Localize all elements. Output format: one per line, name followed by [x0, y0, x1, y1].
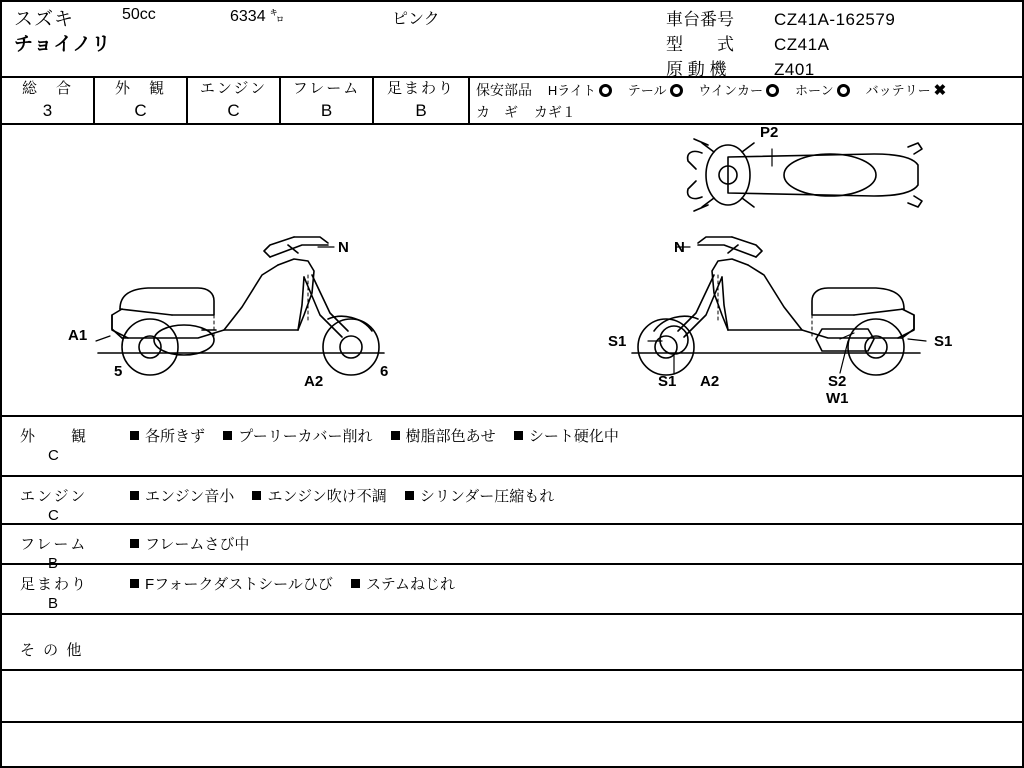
bullet-square-icon — [223, 431, 232, 440]
condition-grade-suspension: B — [48, 595, 59, 612]
condition-items-suspension — [130, 573, 1014, 594]
bullet-square-icon — [130, 431, 139, 440]
condition-items-frame — [130, 533, 1014, 554]
equipment-title: 保安部品 — [476, 82, 532, 98]
left-side-view-drawing — [98, 237, 384, 375]
condition-label-suspension: 足まわり — [20, 576, 89, 593]
condition-label-engine: エンジン — [20, 488, 88, 505]
engine-label: 原 動 機 — [666, 60, 727, 79]
model-name: チョイノリ — [14, 34, 112, 55]
type-value: CZ41A — [774, 35, 830, 54]
equipment-horn — [795, 80, 850, 99]
condition-grade-exterior: C — [48, 447, 59, 464]
equipment-winker — [698, 80, 779, 99]
diagram-label-s2: S2 — [828, 373, 847, 390]
bullet-square-icon — [351, 579, 360, 588]
condition-item-text: シリンダー圧縮もれ — [419, 488, 555, 505]
displacement: 50cc — [122, 6, 156, 23]
bullet-square-icon — [130, 491, 139, 500]
grade-value-frame: B — [320, 101, 333, 120]
diagram-label-n-right: N — [674, 239, 685, 256]
condition-label-frame: フレーム — [20, 536, 88, 553]
equipment-tail-label: テール — [627, 83, 667, 98]
condition-item-text: Fフォークダストシールひび — [145, 576, 333, 593]
type-label: 型 式 — [666, 35, 734, 54]
grade-cell-engine — [188, 78, 281, 123]
chassis-number-row — [666, 5, 1022, 30]
diagram-label-w1: W1 — [826, 390, 849, 407]
condition-item-text: ステムねじれ — [366, 576, 455, 593]
diagram-label-s1-bottom: S1 — [658, 373, 677, 390]
equipment-block — [470, 78, 1022, 123]
circle-icon-headlight — [599, 84, 612, 97]
mileage-unit: ㌔ — [270, 8, 285, 24]
equipment-headlight — [548, 80, 612, 99]
blank-row — [2, 671, 1022, 723]
circle-icon-tail — [670, 84, 683, 97]
condition-item — [130, 533, 249, 554]
grade-cell-exterior — [95, 78, 188, 123]
bike-diagrams-svg — [2, 125, 1022, 414]
condition-label-exterior: 外 観 — [20, 428, 89, 445]
cross-icon-battery: ✖ — [933, 82, 947, 99]
condition-row-exterior — [2, 417, 1022, 477]
condition-item — [223, 425, 372, 446]
condition-item — [130, 425, 205, 446]
equipment-headlight-label: Hライト — [547, 83, 596, 98]
bullet-square-icon — [391, 431, 400, 440]
engine-row — [666, 55, 1022, 80]
equipment-row-bottom — [476, 102, 588, 122]
right-side-view-drawing — [632, 237, 920, 375]
condition-item — [514, 425, 619, 446]
chassis-number-label: 車台番号 — [666, 10, 734, 29]
header-left — [2, 2, 662, 76]
bullet-square-icon — [405, 491, 414, 500]
diagram-area — [2, 125, 1022, 417]
engine-value: Z401 — [774, 60, 815, 79]
header — [2, 2, 1022, 78]
grade-value-engine: C — [227, 101, 240, 120]
maker-name: スズキ — [14, 9, 75, 30]
equipment-battery-label: バッテリー — [865, 83, 931, 98]
condition-row-frame — [2, 525, 1022, 572]
bullet-square-icon — [130, 539, 139, 548]
diagram-label-p2: P2 — [760, 125, 779, 141]
diagram-label-s1-left: S1 — [608, 333, 627, 350]
grade-value-total: 3 — [42, 101, 53, 120]
condition-item — [405, 485, 554, 506]
condition-grade-frame: B — [48, 555, 59, 572]
header-right — [666, 2, 1022, 79]
condition-item — [391, 425, 496, 446]
condition-row-suspension — [2, 565, 1022, 615]
condition-item — [351, 573, 455, 594]
grade-cell-suspension — [374, 78, 470, 123]
condition-item — [130, 485, 234, 506]
circle-icon-winker — [766, 84, 779, 97]
key-label: カ ギ — [476, 104, 518, 120]
condition-items-engine — [130, 485, 1014, 506]
grade-label-engine: エンジン — [199, 80, 268, 97]
diagram-label-s1-right: S1 — [934, 333, 953, 350]
grade-value-suspension: B — [415, 101, 427, 120]
bullet-square-icon — [130, 579, 139, 588]
body-color: ピンク — [392, 11, 440, 28]
grade-label-exterior: 外 観 — [114, 80, 166, 97]
grade-label-suspension: 足まわり — [386, 80, 455, 97]
circle-icon-horn — [837, 84, 850, 97]
condition-items-exterior — [130, 425, 1014, 446]
diagram-label-6: 6 — [380, 363, 389, 380]
diagram-label-5: 5 — [114, 363, 123, 380]
grade-cell-total — [2, 78, 95, 123]
diagram-label-a2-right: A2 — [700, 373, 720, 390]
condition-item-text: プーリーカバー削れ — [238, 428, 373, 445]
condition-label-other: そ の 他 — [20, 642, 84, 659]
equipment-winker-label: ウインカー — [698, 83, 764, 98]
grade-label-total: 総 合 — [21, 80, 73, 97]
diagram-label-n-left: N — [338, 239, 349, 256]
condition-item-text: エンジン吹け不調 — [267, 488, 387, 505]
grade-label-frame: フレーム — [292, 80, 361, 97]
type-row — [666, 30, 1022, 55]
mileage — [230, 6, 284, 26]
equipment-horn-label: ホーン — [794, 83, 834, 98]
condition-row-other — [2, 615, 1022, 671]
diagram-label-a2-left: A2 — [304, 373, 324, 390]
condition-item-text: エンジン音小 — [145, 488, 235, 505]
grades-row — [2, 78, 1022, 125]
equipment-row-top — [476, 80, 958, 100]
condition-item — [130, 573, 333, 594]
condition-item-text: フレームさび中 — [145, 536, 250, 553]
bullet-square-icon — [514, 431, 523, 440]
mileage-value: 6334 — [230, 8, 266, 25]
condition-grade-engine: C — [48, 507, 59, 524]
condition-item-text: 各所きず — [145, 428, 206, 445]
condition-item-text: 樹脂部色あせ — [405, 428, 496, 445]
chassis-number-value: CZ41A-162579 — [774, 10, 896, 29]
key-value: カギ１ — [533, 104, 576, 120]
equipment-battery — [866, 80, 947, 99]
top-view-drawing — [688, 139, 922, 211]
grade-value-exterior: C — [134, 101, 147, 120]
condition-row-engine — [2, 477, 1022, 525]
equipment-tail — [628, 80, 683, 99]
condition-item — [252, 485, 386, 506]
bullet-square-icon — [252, 491, 261, 500]
condition-item-text: シート硬化中 — [528, 428, 619, 445]
grade-cell-frame — [281, 78, 374, 123]
diagram-label-a1: A1 — [68, 327, 88, 344]
